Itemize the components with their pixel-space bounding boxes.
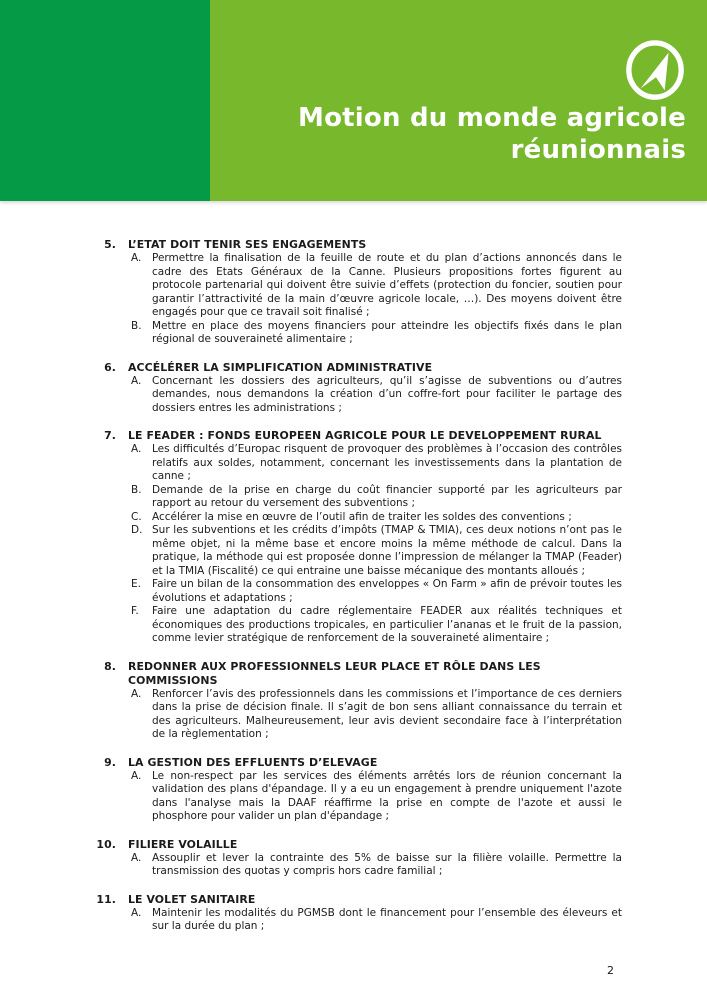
section-number: 6. xyxy=(104,360,116,374)
section-title: ACCÉLÉRER LA SIMPLIFICATION ADMINISTRATIVE xyxy=(128,360,433,374)
item-text: Maintenir les modalités du PGMSB dont le financement pour l’ensemble des éleveurs et sur la durée du plan ; xyxy=(152,906,622,932)
item-letter: A. xyxy=(131,252,142,264)
item-text: Faire une adaptation du cadre réglementaire FEADER aux réalités techniques et économiques des productions tropicales, en particulier l’ananas et le fruit de la passion, comme levier stratégique de renforcement de la souveraineté alimentaire ; xyxy=(152,605,622,644)
item-text: Concernant les dossiers des agriculteurs, qu’il s’agisse de subventions ou d’autres demandes, nous demandons la création d’un coffre-fort pour faciliter le partage des dossiers entres les administrations ; xyxy=(152,374,622,414)
section-heading xyxy=(104,755,622,770)
item-letter: A. xyxy=(131,851,142,864)
item-text: Faire un bilan de la consommation des enveloppes « On Farm » afin de prévoir toutes les évolutions et adaptations ; xyxy=(152,578,622,604)
section-item-list xyxy=(108,907,622,934)
motion-section xyxy=(104,429,622,646)
section-item xyxy=(108,375,622,416)
section-title: LA GESTION DES EFFLUENTS D’ELEVAGE xyxy=(128,755,378,769)
item-letter: F. xyxy=(131,605,139,617)
item-letter: E. xyxy=(131,578,141,590)
section-number: 5. xyxy=(104,238,116,251)
section-heading xyxy=(104,238,622,252)
section-number: 7. xyxy=(104,429,116,442)
item-text: Assouplir et lever la contrainte des 5% de baisse sur la filière volaille. Permettre la transmission des quotas y compris hors cadre familial ; xyxy=(152,851,622,877)
item-text: Permettre la finalisation de la feuille de route et du plan d’actions annoncés dans le cadre des Etats Généraux de la Canne. Plusieurs propositions fortes figurent au protocole partenarial qui doivent être suivie d’effets (protection du foncier, soutien pour garantir l’attractivité de la main d’œuvre agricole locale, …). Des moyens doivent être engagés pour que ce travail soit finalisé ; xyxy=(152,252,622,318)
motion-section xyxy=(96,837,622,879)
section-item xyxy=(108,320,622,347)
section-heading xyxy=(104,360,622,375)
item-letter: C. xyxy=(131,510,142,523)
item-text: Les difficultés d’Europac risquent de provoquer des problèmes à l’occasion des contrôles relatifs aux soldes, notamment, concernant les investissements dans la plantation de canne ; xyxy=(152,443,622,482)
section-number: 9. xyxy=(104,755,116,769)
page-number: 2 xyxy=(607,964,614,977)
motion-section xyxy=(104,360,622,416)
header-dark-green-block xyxy=(0,0,210,201)
item-letter: B. xyxy=(131,319,142,332)
section-item xyxy=(108,688,622,742)
item-text: Sur les subventions et les crédits d’impôts (TMAP & TMIA), ces deux notions n’ont pas le même objet, ni la même base et encore moins la même méthode de calcul. Dans la pratique, la méthode qui est proposée donne l’impression de mélanger la TMAP (Feader) et la TMIA (Fiscalité) ce qui entraine une baisse mécanique des montants alloués ; xyxy=(152,524,622,577)
item-letter: B. xyxy=(131,483,142,496)
item-letter: A. xyxy=(131,687,142,700)
document-header xyxy=(0,0,707,201)
section-item xyxy=(108,770,622,824)
item-text: Demande de la prise en charge du coût financier supporté par les agriculteurs par rapport au retour du versement des subventions ; xyxy=(152,483,622,509)
section-item-list xyxy=(108,688,622,742)
section-title: REDONNER AUX PROFESSIONNELS LEUR PLACE ET RÔLE DANS LES COMMISSIONS xyxy=(128,659,541,687)
item-letter: D. xyxy=(131,524,143,536)
section-heading xyxy=(96,892,622,907)
section-number: 11. xyxy=(96,892,116,906)
item-letter: A. xyxy=(131,769,142,782)
section-heading xyxy=(104,659,622,688)
section-number: 8. xyxy=(104,659,116,673)
item-text: Accélérer la mise en œuvre de l’outil afin de traiter les soldes des conventions ; xyxy=(152,510,572,523)
section-item-list xyxy=(108,375,622,416)
motion-sections xyxy=(96,238,622,948)
section-item xyxy=(108,605,622,646)
motion-section xyxy=(104,238,622,347)
section-item-list xyxy=(108,852,622,879)
header-light-green-block xyxy=(210,0,707,201)
section-item-list xyxy=(108,443,622,646)
section-heading xyxy=(96,837,622,852)
item-letter: A. xyxy=(131,906,142,919)
section-title: LE FEADER : FONDS EUROPEEN AGRICOLE POUR LE DEVELOPPEMENT RURAL xyxy=(128,429,602,442)
section-title: LE VOLET SANITAIRE xyxy=(128,892,256,906)
section-title: L’ETAT DOIT TENIR SES ENGAGEMENTS xyxy=(128,238,367,251)
section-item xyxy=(108,252,622,320)
page-title xyxy=(298,102,686,166)
section-item xyxy=(108,524,622,578)
section-item xyxy=(108,443,622,484)
item-text: Mettre en place des moyens financiers pour atteindre les objectifs fixés dans le plan régional de souveraineté alimentaire ; xyxy=(152,319,622,345)
motion-section xyxy=(96,892,622,934)
section-item-list xyxy=(108,252,622,347)
section-title: FILIERE VOLAILLE xyxy=(128,837,238,851)
section-item-list xyxy=(108,770,622,824)
motion-section xyxy=(104,659,622,742)
section-heading xyxy=(104,429,622,443)
section-item xyxy=(108,578,622,605)
arrow-compass-circle-icon xyxy=(622,40,688,102)
item-text: Renforcer l’avis des professionnels dans les commissions et l’importance de ces derniers dans la prise de décision finale. Il s’agit de bon sens alliant connaissance du terrain et des agriculteurs. Malheureusement, leur avis devient secondaire face à l’interprétation de la règlementation ; xyxy=(152,687,622,740)
section-item xyxy=(108,907,622,934)
motion-section xyxy=(104,755,622,824)
section-item xyxy=(108,484,622,511)
item-text: Le non-respect par les services des éléments arrêtés lors de réunion concernant la validation des plans d'épandage. Il y a eu un engagement à prendre uniquement l'azote dans l'analyse mais la DAAF réaffirme la prise en compte de l'azote et aussi le phosphore pour valider un plan d'épandage ; xyxy=(152,769,622,822)
item-letter: A. xyxy=(131,374,142,387)
item-letter: A. xyxy=(131,443,142,455)
page-title-line2: réunionnais xyxy=(510,135,686,165)
section-item xyxy=(108,852,622,879)
page-title-line1: Motion du monde agricole xyxy=(298,103,686,133)
section-item xyxy=(108,511,622,525)
section-number: 10. xyxy=(96,837,116,851)
